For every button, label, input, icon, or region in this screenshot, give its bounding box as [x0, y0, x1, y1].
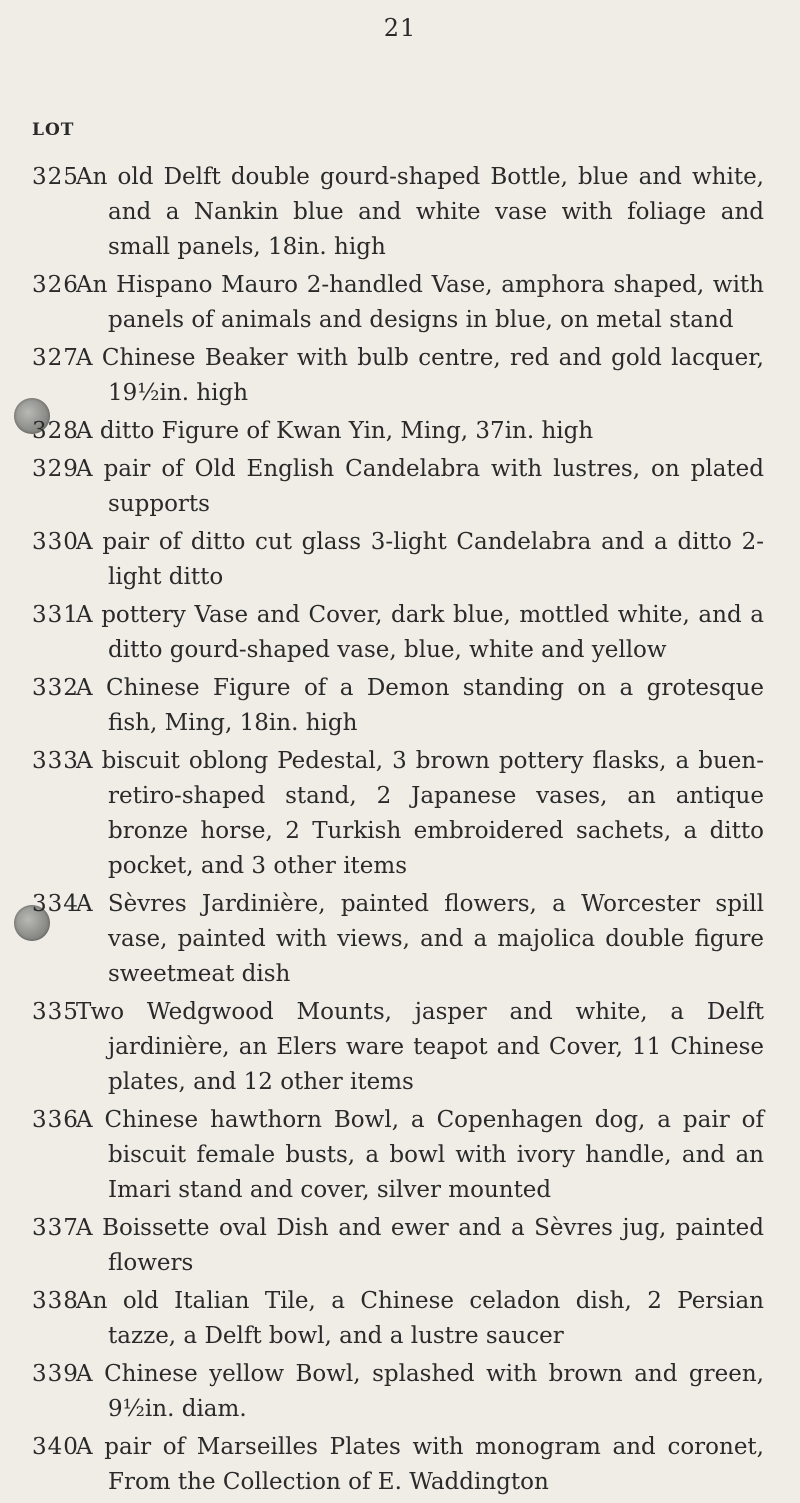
lot-entry: [0, 671, 800, 741]
lot-number: 329: [32, 456, 79, 482]
lot-number: 325: [32, 164, 79, 190]
lot-entry: [0, 525, 800, 595]
lot-entry: [0, 452, 800, 522]
lot-entry: [0, 744, 800, 884]
lot-description: An old Delft double gourd-shaped Bottle, blue and white, and a Nankin blue and white vase with foliage and small panels, 18in. high: [76, 164, 764, 260]
lot-number: 332: [32, 675, 79, 701]
lot-number: 326: [32, 272, 79, 298]
lot-description: An old Italian Tile, a Chinese celadon dish, 2 Persian tazze, a Delft bowl, and a lustre saucer: [76, 1288, 764, 1349]
lot-description: A Boissette oval Dish and ewer and a Sèvres jug, painted flowers: [76, 1215, 764, 1276]
lot-number: 339: [32, 1361, 79, 1387]
lot-description: A pair of ditto cut glass 3-light Candelabra and a ditto 2-light ditto: [76, 529, 764, 590]
lot-entry: [0, 598, 800, 668]
lot-description: A pottery Vase and Cover, dark blue, mottled white, and a ditto gourd-shaped vase, blue, white and yellow: [76, 602, 764, 663]
lot-description: A Chinese yellow Bowl, splashed with brown and green, 9½in. diam.: [76, 1361, 764, 1422]
lot-number: 333: [32, 748, 79, 774]
lot-entry: [0, 1357, 800, 1427]
lot-column-header: LOT: [32, 120, 75, 140]
lot-number: 327: [32, 345, 79, 371]
lot-description: A Chinese Beaker with bulb centre, red and gold lacquer, 19½in. high: [76, 345, 764, 406]
lot-number: 336: [32, 1107, 79, 1133]
lot-description: A pair of Old English Candelabra with lustres, on plated supports: [76, 456, 764, 517]
lot-number: 340: [32, 1434, 79, 1460]
lot-description: Two Wedgwood Mounts, jasper and white, a Delft jardinière, an Elers ware teapot and Cover, 11 Chinese plates, and 12 other items: [76, 999, 764, 1095]
lot-number: 334: [32, 891, 79, 917]
lot-entry: [0, 414, 800, 449]
lot-entry: [0, 887, 800, 992]
lot-number: 328: [32, 418, 79, 444]
lot-entry: [0, 341, 800, 411]
lot-number: 337: [32, 1215, 79, 1241]
lot-entry: [0, 268, 800, 338]
lot-entry: [0, 1430, 800, 1500]
lot-number: 338: [32, 1288, 79, 1314]
lot-entry: [0, 1103, 800, 1208]
lot-entry: [0, 1284, 800, 1354]
lot-entry: [0, 1211, 800, 1281]
page-number: 21: [383, 14, 417, 42]
lot-number: 335: [32, 999, 79, 1025]
lot-description: A Chinese hawthorn Bowl, a Copenhagen dog, a pair of biscuit female busts, a bowl with ivory handle, and an Imari stand and cover, silver mounted: [76, 1107, 764, 1203]
lot-description: A biscuit oblong Pedestal, 3 brown pottery flasks, a buen-retiro-shaped stand, 2 Japanese vases, an antique bronze horse, 2 Turkish embroidered sachets, a ditto pocket, and 3 other items: [76, 748, 764, 879]
lot-entry: [0, 995, 800, 1100]
lot-description: A ditto Figure of Kwan Yin, Ming, 37in. high: [76, 418, 594, 444]
lot-number: 331: [32, 602, 79, 628]
lot-number: 330: [32, 529, 79, 555]
lot-description: A pair of Marseilles Plates with monogram and coronet, From the Collection of E. Waddington: [76, 1434, 764, 1495]
lot-description: A Chinese Figure of a Demon standing on a grotesque fish, Ming, 18in. high: [76, 675, 764, 736]
lot-entry: [0, 160, 800, 265]
lot-description: A Sèvres Jardinière, painted flowers, a Worcester spill vase, painted with views, and a majolica double figure sweetmeat dish: [76, 891, 764, 987]
lot-list: [0, 160, 800, 1503]
lot-description: An Hispano Mauro 2-handled Vase, amphora shaped, with panels of animals and designs in blue, on metal stand: [76, 272, 764, 333]
